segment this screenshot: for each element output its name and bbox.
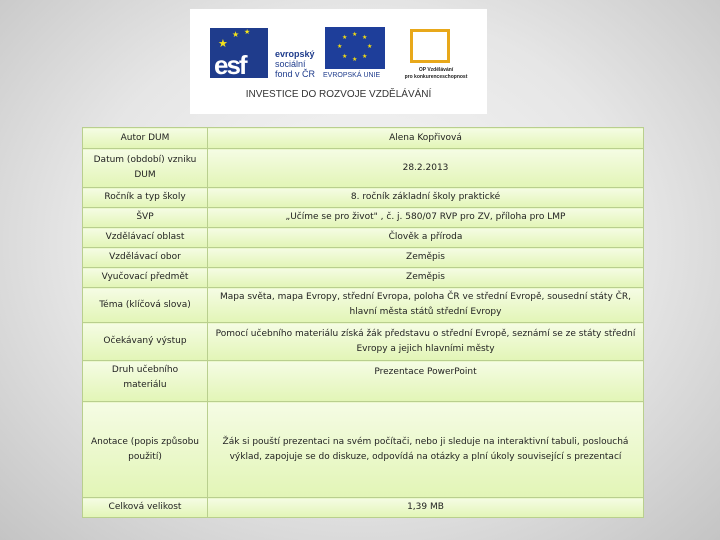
- dum-info-table: [82, 127, 644, 518]
- op-logo: [410, 29, 450, 63]
- esf-line: fond v ČR: [275, 69, 316, 79]
- row-value: „Učíme se pro život" , č. j. 580/07 RVP pro ZV, příloha pro LMP: [208, 208, 644, 228]
- table-row: [83, 402, 644, 498]
- row-value: Člověk a příroda: [208, 228, 644, 248]
- esf-logo-letters: esf: [214, 50, 246, 80]
- table-row: [83, 188, 644, 208]
- row-value: Zeměpis: [208, 248, 644, 268]
- row-label: ŠVP: [83, 208, 208, 228]
- table-row: [83, 288, 644, 323]
- tagline: INVESTICE DO ROZVOJE VZDĚLÁVÁNÍ: [245, 89, 432, 100]
- row-label: Anotace (popis způsobu použití): [83, 402, 208, 498]
- table-row: [83, 248, 644, 268]
- op-label: [395, 67, 477, 81]
- row-label: Datum (období) vzniku DUM: [83, 149, 208, 188]
- table-row: [83, 323, 644, 361]
- row-label: Ročník a typ školy: [83, 188, 208, 208]
- op-line: OP Vzdělávání: [418, 67, 454, 73]
- esf-line: evropský: [275, 49, 315, 59]
- table-row: [83, 149, 644, 188]
- row-value: Alena Kopřivová: [208, 128, 644, 149]
- esf-text: [275, 49, 315, 79]
- row-label: Autor DUM: [83, 128, 208, 149]
- table-row: [83, 228, 644, 248]
- esf-line: sociální: [275, 59, 306, 69]
- row-value: Zeměpis: [208, 268, 644, 288]
- eu-label: EVROPSKÁ UNIE: [323, 72, 381, 79]
- star-icon: ★: [244, 28, 251, 36]
- row-label: Téma (klíčová slova): [83, 288, 208, 323]
- row-label: Celková velikost: [83, 498, 208, 518]
- table-row: [83, 268, 644, 288]
- esf-eu-logo-banner: [190, 9, 487, 114]
- row-value: 28.2.2013: [208, 149, 644, 188]
- row-value: 8. ročník základní školy praktické: [208, 188, 644, 208]
- row-value: Pomocí učebního materiálu získá žák představu o střední Evropě, seznámí se ze státy střední Evropy a jejich hlavními městy: [208, 323, 644, 361]
- star-icon: ★: [218, 37, 228, 50]
- esf-logo: [210, 28, 268, 78]
- table-row: [83, 498, 644, 518]
- row-label: Vzdělávací oblast: [83, 228, 208, 248]
- eu-flag: ★ ★ ★ ★ ★ ★ ★ ★: [325, 27, 385, 69]
- star-icon: ★: [232, 30, 240, 39]
- op-line: pro konkurenceschopnost: [404, 74, 468, 80]
- table-row: [83, 208, 644, 228]
- table-row: [83, 361, 644, 402]
- row-label: Druh učebního materiálu: [83, 361, 208, 402]
- row-value: Žák si pouští prezentaci na svém počítači, nebo ji sleduje na interaktivní tabuli, poslouchá výklad, zapojuje se do diskuze, odpovídá na otázky a plní úkoly související s prezentací: [208, 402, 644, 498]
- row-label: Očekávaný výstup: [83, 323, 208, 361]
- row-label: Vzdělávací obor: [83, 248, 208, 268]
- row-value: 1,39 MB: [208, 498, 644, 518]
- row-value: Prezentace PowerPoint: [208, 361, 644, 402]
- row-label: Vyučovací předmět: [83, 268, 208, 288]
- table-row: [83, 128, 644, 149]
- row-value: Mapa světa, mapa Evropy, střední Evropa, poloha ČR ve střední Evropě, sousední státy ČR, hlavní města států střední Evropy: [208, 288, 644, 323]
